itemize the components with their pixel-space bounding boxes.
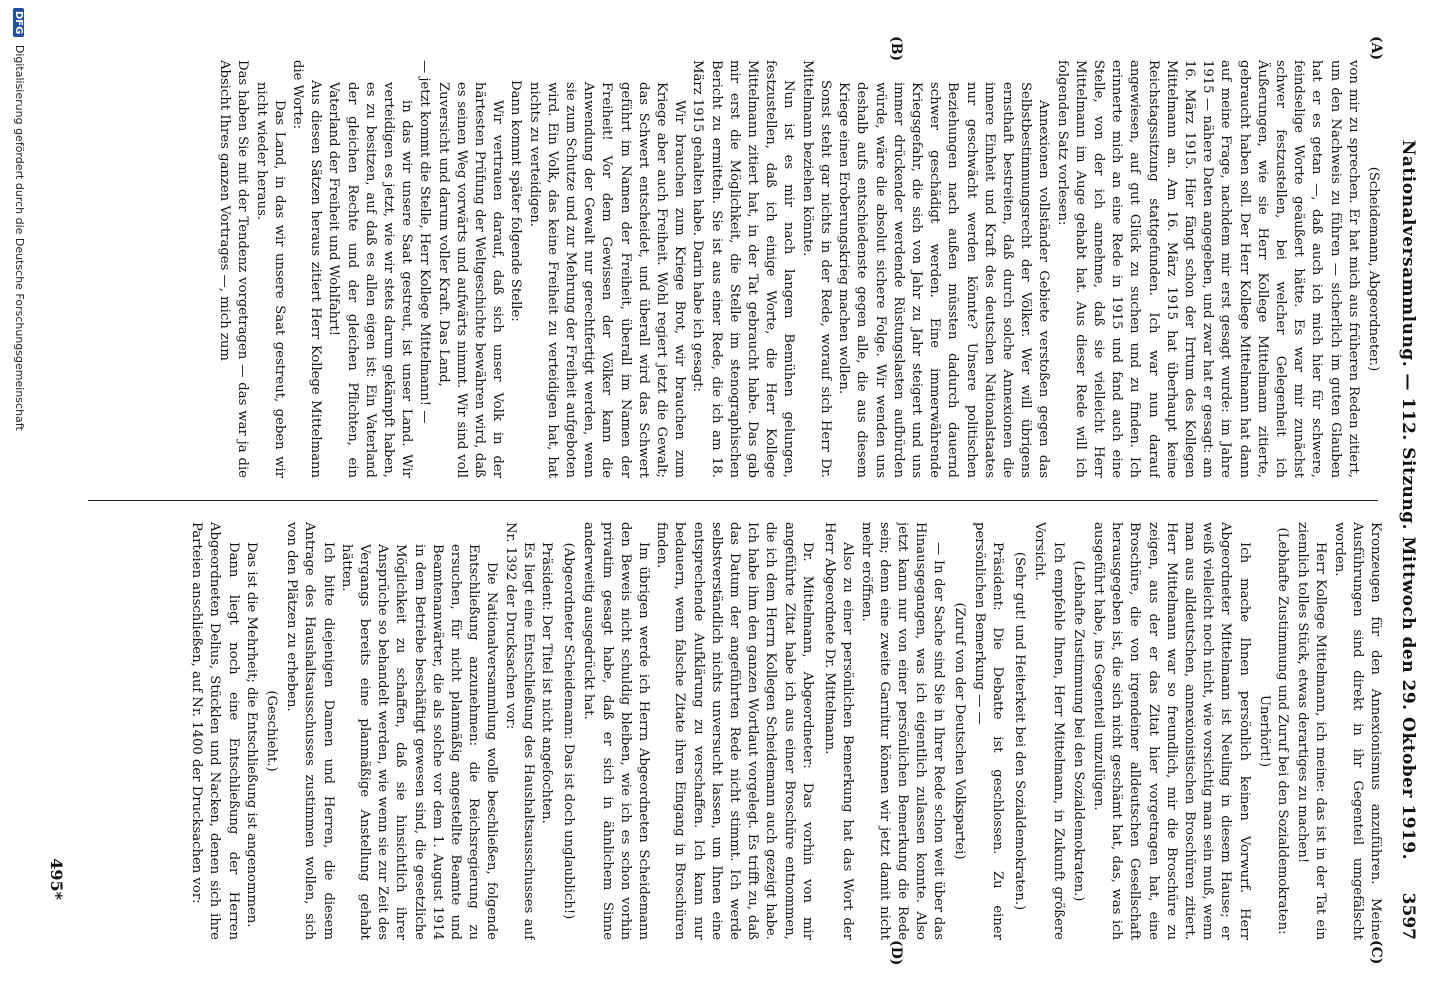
margin-mark-b: (B) [888,36,904,62]
paragraph: Herr Kollege Mittelmann, ich meine: das ist in der Tat ein ziemlich tolles Stück, etwas derartiges zu machen! [1295,522,1329,940]
quotation: Wir vertrauen darauf, daß sich unser Volk in der härtesten Prüfung der Weltgeschichte bewähren wird, daß es seinen Weg vorwärts und aufwärts nimmt. Wir sind voll Zuversicht und darum voller Kraft. Das Land, [435,82,506,478]
president-statement: Präsident: Die Debatte ist geschlossen. Zu einer persönlichen Bemerkung — — [971,522,1005,940]
quotation: in das wir unsere Saat gestreut, ist unser Land. Wir verteidigen es jetzt, wie wir stets darum gekämpft haben, es zu besitzen, auf daß es allen eigen ist: Ein Vaterland der gleichen Rechte und der gleichen Pflichten, ein Vaterland der Freiheit und Wohlfahrt! [326,82,415,478]
president-statement: Präsident: Der Titel ist nicht angefochten. [539,542,555,824]
column-divider [88,500,1378,501]
page-number: 3597 [1398,892,1418,940]
paragraph: Ich mache Ihnen persönlich keinen Vorwurf. Herr Abgeordneter Mittelmann ist Neuling in diesem Hause; er weiß vielleicht noch nicht, wie vorsichtig man sein muß, wenn man aus alldeutschen, annexionistischen Broschüren zitiert. Herr Mittelmann war so freundlich, mir die Broschüre zu zeigen, aus der er das Zitat hier vorgetragen hat, eine Broschüre, die von irgendeiner alldeutschen Gesellschaft herausgegeben ist, die sich nicht geschämt hat, das, was ich ausgeführt habe, ins Gegenteil umzulügen. [1090,522,1252,940]
paragraph: Das haben Sie mit der Tendenz vorgetragen — das war ja die Absicht Ihres ganzen Vortrages —, mich zum [217,60,251,478]
margin-mark-c: (C) [1368,940,1384,965]
paragraph: Dann liegt noch eine Entschließung der Herren Abgeordneten Delius, Stücklen und Nacken, denen sich ihre Parteien anschließen, auf Nr. 1400 der Drucksachen vor: [189,522,241,940]
right-column [84,522,1384,940]
digitization-credit [13,8,26,808]
credit-text: Digitalisierung gefördert durch die Deutsche Forschungsgemeinschaft [13,44,26,431]
header-title: Nationalversammlung. — 112. Sitzung. Mittwoch den 29. Oktober 1919. [1398,139,1418,861]
quotation: Das Land, in das wir unsere Saat gestreut, geben wir nicht wieder heraus. [253,82,287,478]
paragraph: — jetzt kommt die Stelle, Herr Kollege Mittelmann! — [417,60,433,424]
paragraph: von mir zu sprechen. Er hat mich aus früheren Reden zitiert, um den Nachweis zu führen — sicherlich im guten Glauben hat er es getan —, daß auch ich mich hier für schwere, feindselige Worte geäußert hätte. Es war mir zunächst schwer festzustellen, bei welcher Gelegenheit ich Äußerungen, wie sie Herr Kollege Mittelmann zitierte, gebraucht haben soll. Der Herr Kollege Mittelmann hat dann auf meine Frage, nachdem mir erst gesagt wurde: im Jahre 1915 — nähere Daten angegeben, und zwar hat er gesagt: am 16. März 1915. Hier fängt schon der Irrtum des Kollegen Mittelmann an. Am 16. März 1915 hat überhaupt keine Reichstagssitzung stattgefunden. Ich war nun darauf angewiesen, auf gut Glück zu suchen und zu finden. Ich erinnerte mich an eine Rede in 1915 und fand auch eine Stelle, von der ich annehme, daß sie vielleicht Herr Mittelmann im Auge gehabt hat. Aus dieser Rede will ich folgenden Satz vorlesen: [1054,60,1361,478]
paragraph: Ich empfehle Ihnen, Herr Mittelmann, in Zukunft größere Vorsicht. [1032,522,1066,940]
quotation: Annexionen vollständer Gebiete verstoßen gegen das Selbstbestimmungsrecht der Völker. Wer will übrigens ernsthaft bestreiten, daß durch solche Annexionen die innere Einheit und Kraft des deutschen Nationalstaates nur geschwächt werden könnte? Unsere politischen Beziehungen nach außen müssten dadurch dauernd schwer geschädigt werden. Eine immerwährende Kriegsgefahr, die sich von Jahr zu Jahr steigert und uns immer drückender werdende Rüstungslasten aufbürden würde, wäre die absolut sichere Folge. Wir wenden uns deshalb aufs entschiedenste gegen alle, die aus diesem Kriege einen Eroberungskrieg machen wollen. [836,82,1052,478]
paragraph: Ich bitte diejenigen Damen und Herren, die diesem Antrage des Haushaltsausschusses zustimmen wollen, sich von den Plätzen zu erheben. [284,522,336,940]
quotation: Wir brauchen zum Kriege Brot, wir brauchen zum Kriege aber auch Freiheit. Wohl regiert jetzt die Gewalt; das Schwert entscheidet, und überall wird das Schwert geführt im Namen der Freiheit, überall im Namen der Freiheit! Vor dem Gewissen der Völker kann die Anwendung der Gewalt nur gerechtfertigt werden, wenn sie zum Schutze und zur Mehrung der Freiheit aufgeboten wird. Ein Volk, das keine Freiheit zu verteidigen hat, hat nichts zu verteidigen. [526,82,688,478]
paragraph: Nun ist es mir nach langem Bemühen gelungen, festzustellen, daß ich einige Worte, die Herr Kollege Mittelmann zitiert hat, in der Tat gebraucht habe. Das gab mir erst die Möglichkeit, die Stelle im stenographischen Bericht zu ermitteln. Sie ist aus einer Rede, die ich am 18. März 1915 gehalten habe. Darin habe ich gesagt: [690,60,797,478]
margin-mark-d: (D) [888,940,904,966]
resolution-text: Die Nationalversammlung wolle beschließen, folgende Entschließung anzunehmen: die Reichsregierung zu ersuchen, für nicht planmäßig angestellte Beamte und Beamtenanwärter, die als solche vor dem 1. August 1914 in dem Betriebe beschäftigt gewesen sind, die gesetzliche Möglichkeit zu schaffen, daß sie hinsichtlich ihrer Ansprüche so behandelt werden, wie wenn sie zur Zeit des Vergangs bereits eine planmäßige Anstellung gehabt hätten. [338,544,500,940]
paragraph: Im übrigen werde ich Herrn Abgeordneten Scheidemann den Beweis nicht schuldig bleiben, wie ich es schon vorhin privatim gesagt habe, daß er sich in ähnlichem Sinne anderweitig ausgedrückt hat. [581,522,652,940]
paragraph: Sonst steht gar nichts in der Rede, worauf sich Herr Dr. Mittelmann beziehen könnte. [799,60,833,478]
paragraph: Das ist die Mehrheit; die Entschließung ist angenommen. [243,542,259,928]
paragraph: — In der Sache sind Sie in Ihrer Rede schon weit über das Hinausgegangen, was ich eigentlich zulassen konnte. Also jetzt kann nur von einer persönlichen Bemerkung die Rede sein; denn eine zweite Garnitur können wir jetzt damit nicht mehr eröffnen. [858,522,947,940]
page-footer [34,60,74,940]
running-header [1388,60,1428,940]
interjection: (Zuruf von der Deutschen Volkspartei) [951,602,967,860]
interjection: (Lebhafte Zustimmung bei den Sozialdemokraten.) [1070,560,1086,902]
left-column [84,60,1384,478]
dfg-logo: DFG [14,8,25,37]
speaker-statement: Dr. Mittelmann, Abgeordneter: Das vorhin von mir angeführte Zitat habe ich aus einer Broschüre entnommen, die ich dem Herrn Kollegen Scheidemann auch gezeigt habe. Ich habe ihm den ganzen Wortlaut vorgelegt. Es trifft zu, daß das Datum der angeführten Rede nicht stimmt. Ich werde selbstverständlich nichts unversucht lassen, um Ihnen eine entsprechende Aufklärung zu verschaffen. Ich kann nur bedauern, wenn falsche Zitate ihren Eingang in Broschüren finden. [654,522,815,940]
paragraph: Dann kommt später folgende Stelle: [508,80,524,322]
paragraph: Aus diesen Sätzen heraus zitiert Herr Kollege Mittelmann die Worte: [290,60,324,478]
paragraph: Es liegt eine Entschließung des Haushaltsausschusses auf Nr. 1392 der Drucksachen vor: [502,522,536,940]
speaker-tag: (Scheidemann, Abgeordneter.) [1366,166,1381,372]
interjection: (Geschieht.) [264,690,280,772]
interjection: (Abgeordneter Scheidemann: Das ist doch unglaublich!) [561,542,577,920]
interjection: (Lebhafte Zustimmung und Zuruf bei den Sozialdemokraten: Unerhört!) [1256,527,1290,935]
signature-mark: 495* [47,858,66,900]
margin-mark-a: (A) [1368,36,1384,61]
interjection: (Sehr gut! und Heiterkeit bei den Sozialdemokraten.) [1012,551,1028,911]
paragraph: Kronzeugen für den Annexionismus anzuführen. Meine Ausführungen sind direkt in ihr Gegenteil umgefälscht worden. [1331,522,1383,940]
paragraph: Also zu einer persönlichen Bemerkung hat das Wort der Herr Abgeordnete Dr. Mittelmann. [822,522,856,940]
